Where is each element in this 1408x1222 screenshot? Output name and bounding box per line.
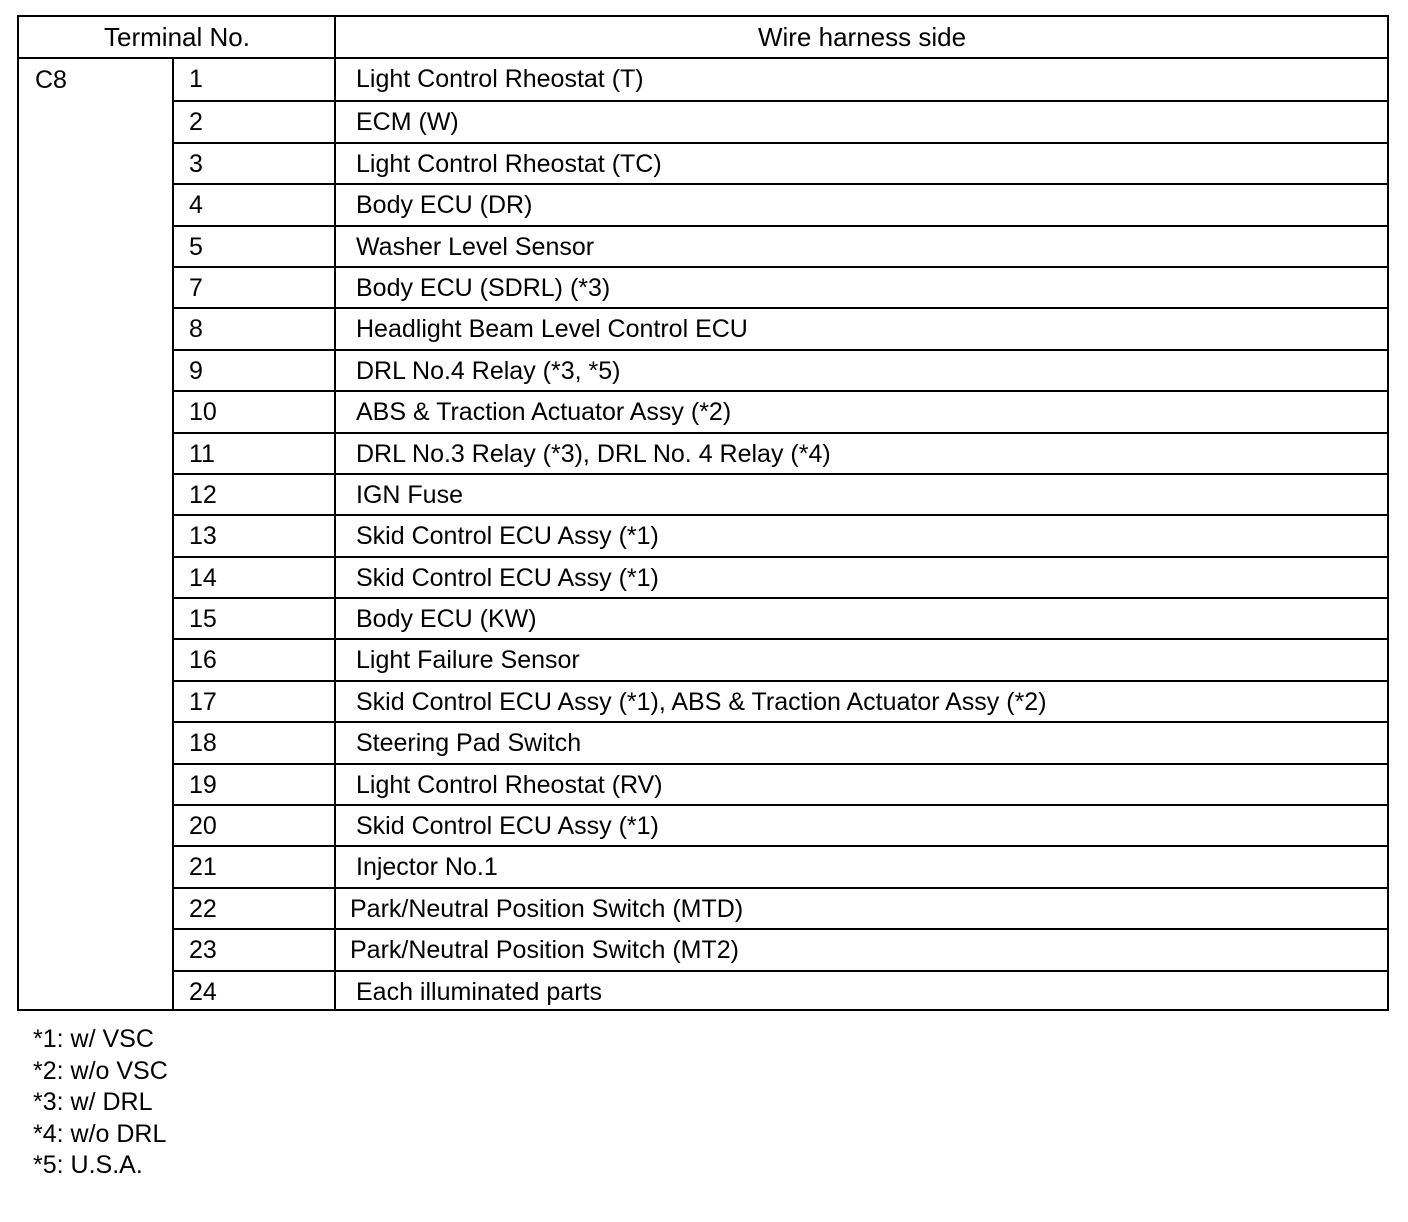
terminal-number: 1 [189,65,203,93]
table-row [174,183,1389,224]
terminal-number: 22 [189,894,217,923]
connector-label: C8 [35,66,67,94]
table-row [174,307,1389,348]
header-wire-harness-side: Wire harness side [757,22,967,52]
table-row [174,804,1389,845]
terminal-number: 13 [189,522,217,551]
table-row [174,970,1389,1011]
table-row [174,763,1389,804]
footnotes [33,1024,168,1182]
wire-description: ECM (W) [356,108,459,137]
terminal-number: 16 [189,646,217,675]
terminal-number: 18 [189,729,217,758]
wire-description: DRL No.3 Relay (*3), DRL No. 4 Relay (*4) [356,439,831,468]
footnote: *1: w/ VSC [33,1025,154,1053]
footnote: *2: w/o VSC [33,1056,168,1085]
table-row [174,597,1389,638]
terminal-number: 8 [189,315,203,344]
wire-description: Light Control Rheostat (TC) [356,149,662,178]
table-rows [174,59,1389,1011]
terminal-number: 3 [189,149,203,178]
wire-description: Skid Control ECU Assy (*1), ABS & Traction Actuator Assy (*2) [356,687,1047,716]
table-row [174,638,1389,679]
header-terminal-no: Terminal No. [104,22,250,52]
terminal-number: 9 [189,356,203,385]
table-row [174,680,1389,721]
terminal-number: 20 [189,812,217,841]
wire-description: Body ECU (DR) [356,191,533,220]
terminal-number: 14 [189,563,217,592]
terminal-table [17,15,1389,1011]
terminal-number: 15 [189,605,217,634]
wire-description: Each illuminated parts [356,977,602,1006]
wire-description: Headlight Beam Level Control ECU [356,315,748,344]
table-row [174,100,1389,141]
wire-description: Washer Level Sensor [356,232,595,261]
terminal-number: 24 [189,977,217,1006]
terminal-number: 11 [189,439,215,468]
terminal-number: 17 [189,687,217,716]
table-row [174,390,1389,431]
footnote: *5: U.S.A. [33,1151,143,1179]
table-row [174,845,1389,886]
terminal-number: 5 [189,232,203,261]
wire-description: Body ECU (KW) [356,605,537,634]
wire-description: DRL No.4 Relay (*3, *5) [356,356,621,385]
table-row [174,721,1389,762]
wire-description: Park/Neutral Position Switch (MTD) [350,894,744,923]
wire-description: ABS & Traction Actuator Assy (*2) [356,398,732,427]
terminal-number: 4 [189,191,203,220]
terminal-number: 7 [189,273,203,302]
wire-description: Skid Control ECU Assy (*1) [356,563,659,592]
footnote: *4: w/o DRL [33,1119,167,1148]
wire-description: Park/Neutral Position Switch (MT2) [350,936,740,965]
wire-description: Light Control Rheostat (T) [356,65,644,93]
table-row [174,266,1389,307]
wire-description: IGN Fuse [356,480,463,509]
terminal-number: 10 [189,398,217,427]
table-row [174,432,1389,473]
table-row [174,142,1389,183]
terminal-number: 23 [189,936,217,965]
footnote: *3: w/ DRL [33,1088,153,1116]
table-row [174,349,1389,390]
table-row [174,514,1389,555]
table-row [174,928,1389,969]
table-row [174,59,1389,100]
table-row [174,887,1389,928]
terminal-number: 2 [189,108,203,137]
wire-description: Skid Control ECU Assy (*1) [356,522,659,551]
wire-description: Steering Pad Switch [356,729,582,758]
terminal-number: 21 [189,853,217,882]
table-row [174,556,1389,597]
wire-description: Light Control Rheostat (RV) [356,770,663,799]
terminal-number: 12 [189,480,217,509]
wire-description: Light Failure Sensor [356,646,580,675]
wire-description: Body ECU (SDRL) (*3) [356,273,611,302]
table-row [174,225,1389,266]
wire-description: Skid Control ECU Assy (*1) [356,812,659,841]
wire-description: Injector No.1 [356,853,498,882]
table-row [174,473,1389,514]
terminal-number: 19 [189,770,217,799]
